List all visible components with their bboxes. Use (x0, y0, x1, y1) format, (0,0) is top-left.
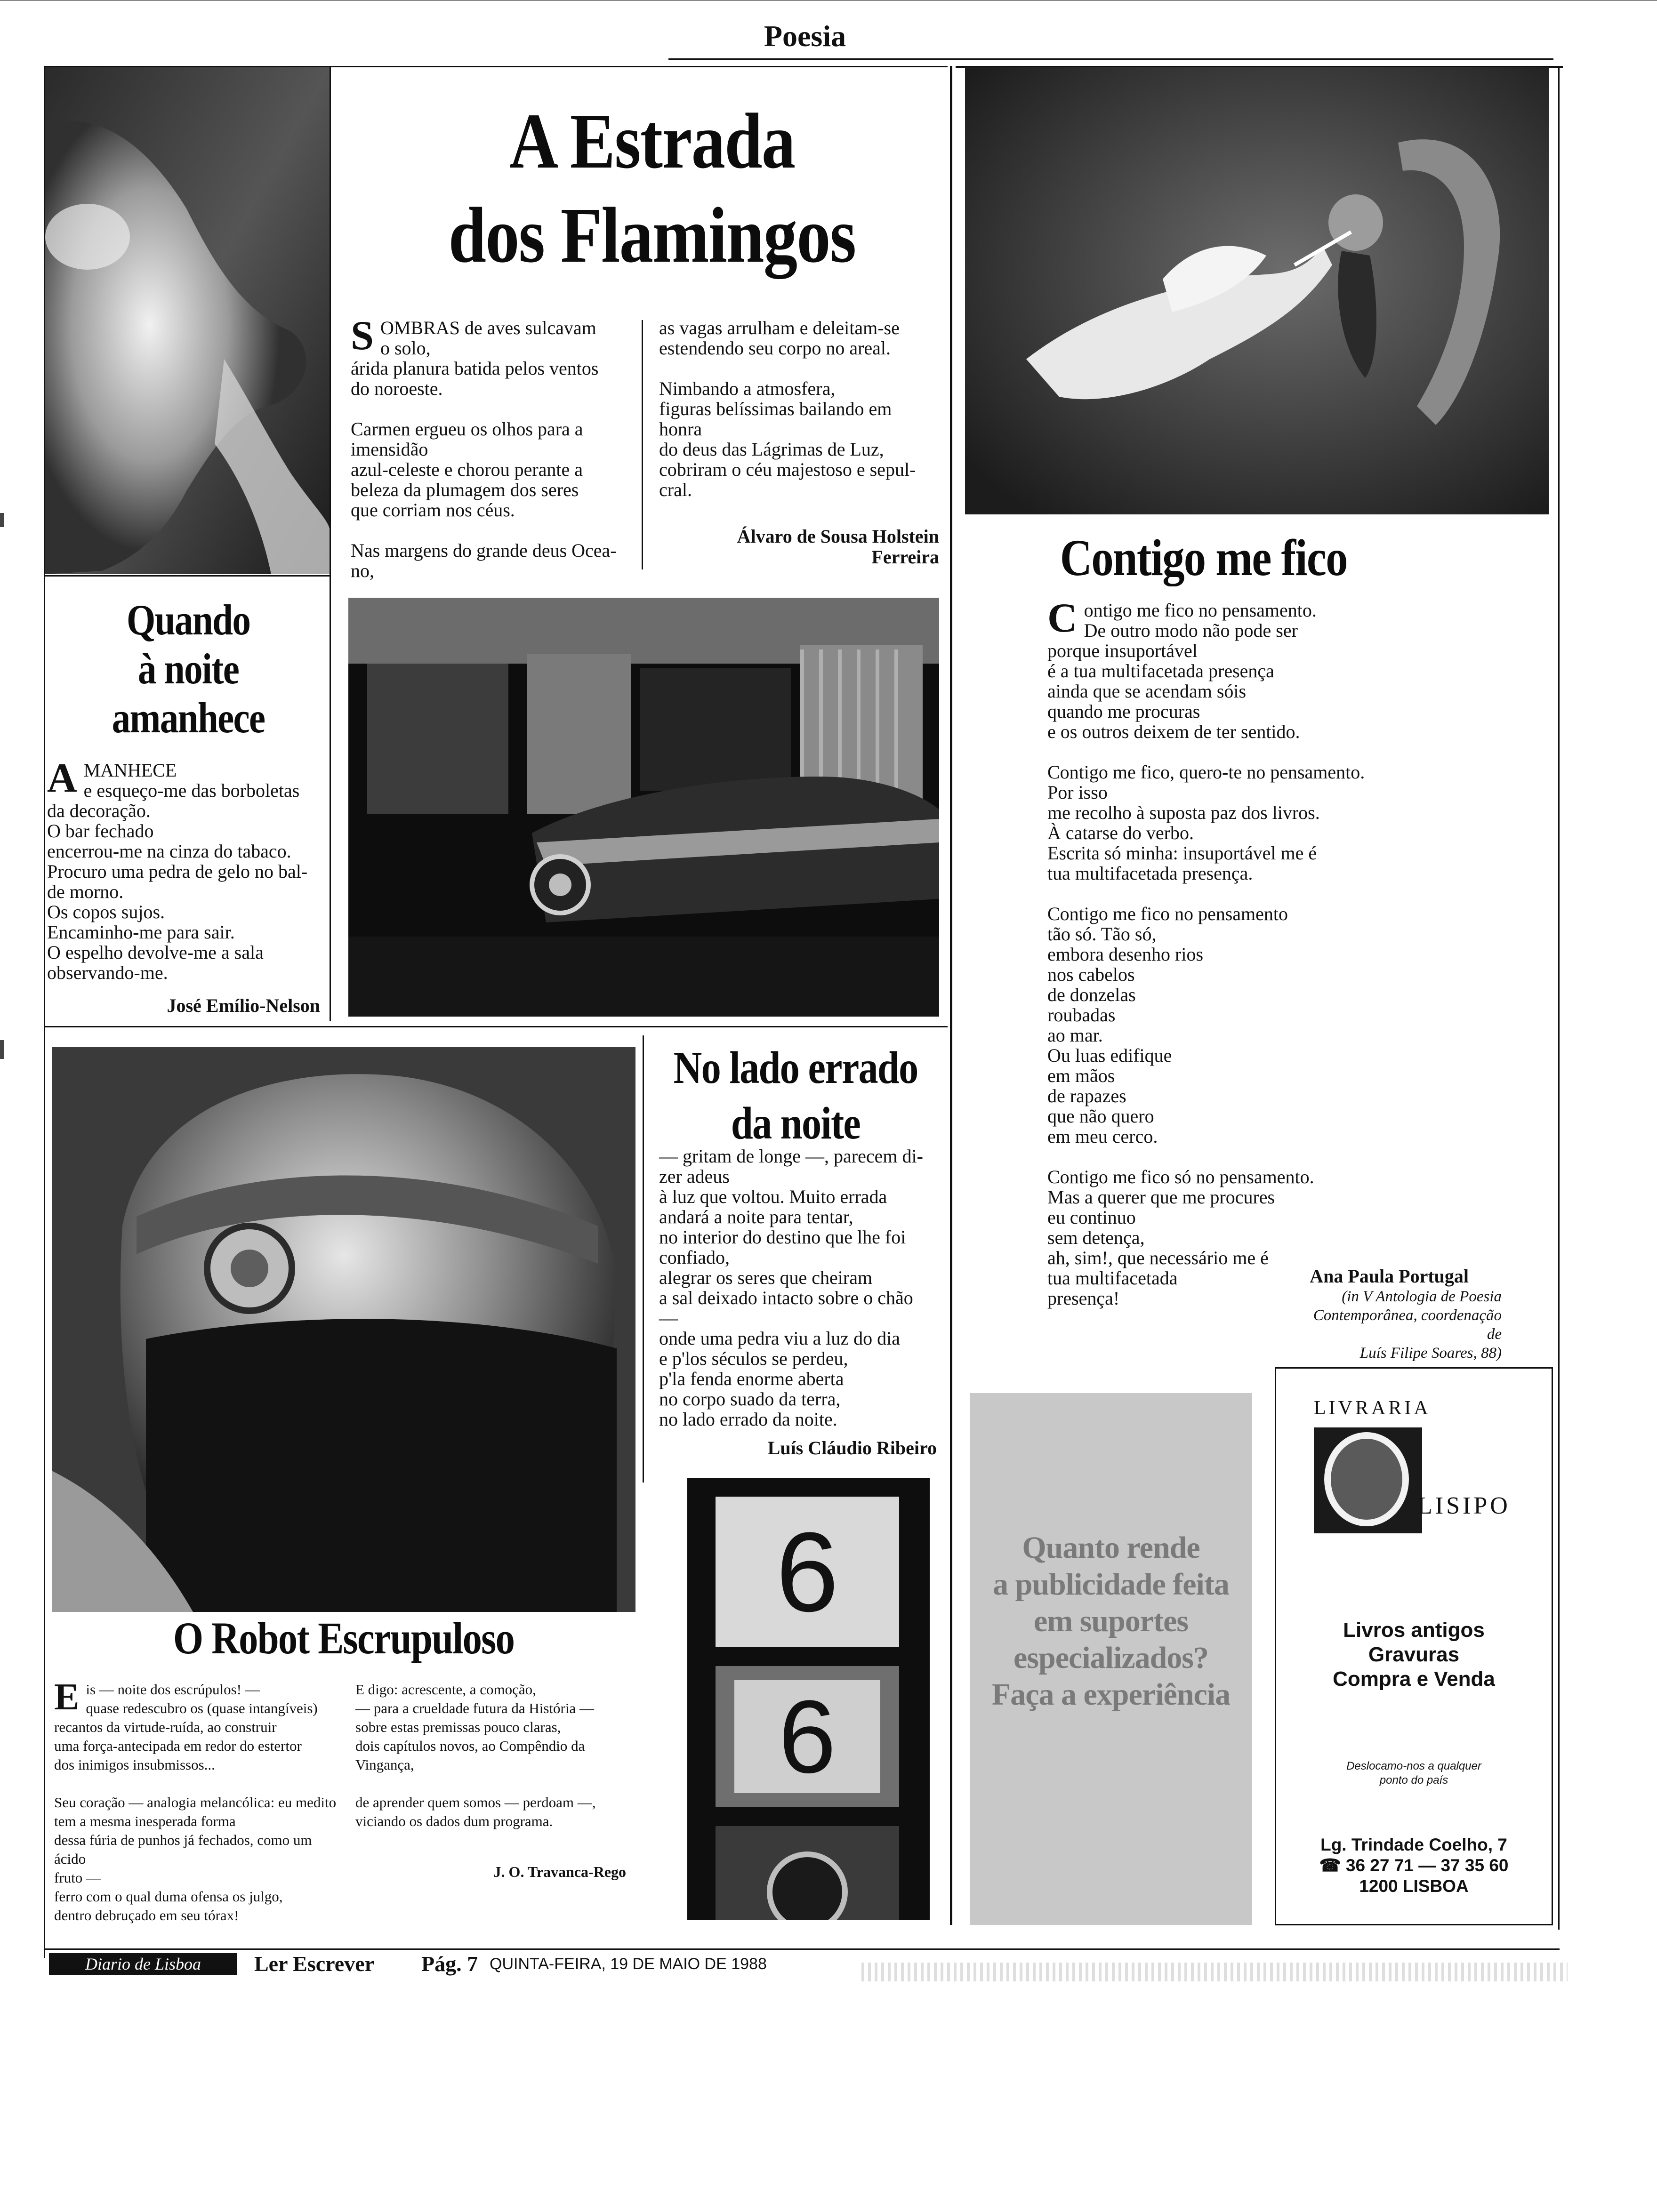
flute-player-photo (965, 67, 1549, 514)
livraria-address: Lg. Trindade Coelho, 7 ☎ 36 27 71 — 37 35 60 1200 LISBOA (1319, 1835, 1509, 1896)
estrada-dropcap: S (351, 313, 374, 359)
contigo-author: Ana Paula Portugal (1310, 1266, 1469, 1287)
robot-dropcap: E (54, 1676, 80, 1718)
robot-col2: E digo: acrescente, a comoção, — para a crueldade futura da História — sobre estas premissas pouco claras, dois capítulos novos, ao Compêndio da Vingança, de aprender quem somos — perdoam —, viciando os dados dum programa. (355, 1681, 596, 1829)
robot-author: J. O. Travanca-Rego (493, 1863, 626, 1880)
estrada-title: A Estrada dos Flamingos (448, 97, 856, 279)
number-tile-top: 6 (776, 1509, 839, 1635)
footer-date: QUINTA-FEIRA, 19 DE MAIO DE 1988 (490, 1955, 767, 1973)
livraria-label: LIVRARIA (1314, 1397, 1431, 1419)
livraria-note: Deslocamo-nos a qualquer ponto do país (1346, 1760, 1481, 1787)
statue-photo (45, 67, 330, 574)
livraria-ad (1275, 1367, 1553, 1925)
divider-h1 (44, 575, 331, 577)
number-tile-middle: 6 (778, 1679, 837, 1795)
masthead-logo: Diario de Lisboa (49, 1953, 237, 1975)
margin-mark (0, 1040, 4, 1059)
advertising-text: Quanto rende a publicidade feita em suportes especializados? Faça a experiência (991, 1531, 1231, 1712)
number-tiles-photo (687, 1478, 930, 1920)
robot-col1 (54, 1676, 346, 1925)
margin-mark (0, 513, 4, 527)
livraria-logo (1314, 1427, 1422, 1533)
robot-title: O Robot Escrupuloso (173, 1613, 515, 1663)
nolado-author: Luís Cláudio Ribeiro (767, 1437, 937, 1459)
divider-h-mid (44, 1026, 948, 1027)
quando-text: MANHECE e esqueço-me das borboletas da decoração. O bar fechado encerrou-me na cinza do tabaco. Procuro uma pedra de gelo no bal- de morno. Os copos sujos. Encaminho-me para sair. O espelho devolve-me a sala observando-me. (47, 760, 308, 983)
estrada-author: Álvaro de Sousa Holstein Ferreira (737, 526, 939, 568)
divider-bottom (44, 1948, 1560, 1950)
contigo-dropcap: C (1047, 595, 1078, 641)
livraria-offer: Livros antigos Gravuras Compra e Venda (1333, 1619, 1495, 1691)
nolado-title: No lado errado da noite (673, 1042, 918, 1149)
livraria-name: LISIPO (1417, 1492, 1511, 1519)
contigo-title: Contigo me fico (1060, 529, 1347, 586)
footer-section: Ler Escrever (254, 1952, 375, 1976)
divider-col3 (950, 66, 952, 1925)
contigo-text-block (1047, 595, 1518, 1309)
contigo-text: ontigo me fico no pensamento. De outro modo não pode ser porque insuportável é a tua multifacetada presença ainda que se acendam sóis quando me procuras e os outros deixem de ter sentido. Contigo me fico, quero-te no pensamento. Por isso me recolho à suposta paz dos livros. À catarse do verbo. Escrita só minha: insuportável me é tua multifacetada presença. Contigo me fico no pensamento tão só. Tão só, embora desenho rios nos cabelos de donzelas roubadas ao mar. Ou luas edifique em mãos de rapazes que não quero em meu cerco. Contigo me fico só no pensamento. Mas a querer que me procures eu continuo sem detença, ah, sim!, que necessário me é tua multifacetada presença! (1047, 600, 1365, 1309)
quando-text-block (47, 755, 330, 983)
quando-author: José Emílio-Nelson (167, 995, 320, 1016)
robot-col1-text: is — noite dos escrúpulos! — quase redescubro os (quase intangíveis) recantos da virtude-ruída, ao construir uma força-antecipada em redor do estertor dos inimigos insubmissos... Seu coração — analogia melancólica: eu medito tem a mesma inesperada forma dessa fúria de punhos já fechados, como um ácido fruto — ferro com o qual duma ofensa os julgo, dentro debruçado em seu tórax! (54, 1681, 337, 1923)
frame-right (1558, 66, 1560, 1930)
divider-col1 (330, 66, 331, 1021)
quando-title: Quando à noite amanhece (112, 596, 265, 742)
quando-dropcap: A (47, 755, 77, 801)
contigo-source: (in V Antologia de Poesia Contemporânea, coordenação de Luís Filipe Soares, 88) (1313, 1288, 1502, 1362)
divider-estrada-cols (642, 320, 643, 569)
divider-nolado (643, 1035, 644, 1483)
advertising-box (970, 1393, 1252, 1925)
nolado-text: — gritam de longe —, parecem di- zer adeus à luz que voltou. Muito errada andará a noite para tentar, no interior do destino que lhe foi confiado, alegrar os seres que cheiram a sal deixado intacto sobre o chão — onde uma pedra viu a luz do dia e p'los séculos se perdeu, p'la fenda enorme aberta no corpo suado da terra, no lado errado da noite. (659, 1146, 923, 1430)
estrada-col1 (351, 313, 633, 581)
estrada-col1-text: OMBRAS de aves sulcavam o solo, árida planura batida pelos ventos do noroeste. Carmen ergueu os olhos para a imensidão azul-celeste e chorou perante a beleza da plumagem dos seres que corriam nos céus. Nas margens do grande deus Ocea- no, (351, 317, 617, 581)
estrada-col2: as vagas arrulham e deleitam-se estendendo seu corpo no areal. Nimbando a atmosfera, figuras belíssimas bailando em honra do deus das Lágrimas de Luz, cobriram o céu majestoso e sepul- cral. (659, 317, 916, 500)
footer-bleed-through (861, 1963, 1568, 1981)
top-edge-line (0, 0, 1657, 1)
car-photo (348, 598, 939, 1017)
footer-page: Pág. 7 (421, 1952, 478, 1976)
robot-helmet-photo (52, 1047, 635, 1612)
livraria-logo-ring (1324, 1432, 1409, 1526)
header-rule (668, 58, 1553, 60)
section-header: Poesia (764, 19, 846, 53)
